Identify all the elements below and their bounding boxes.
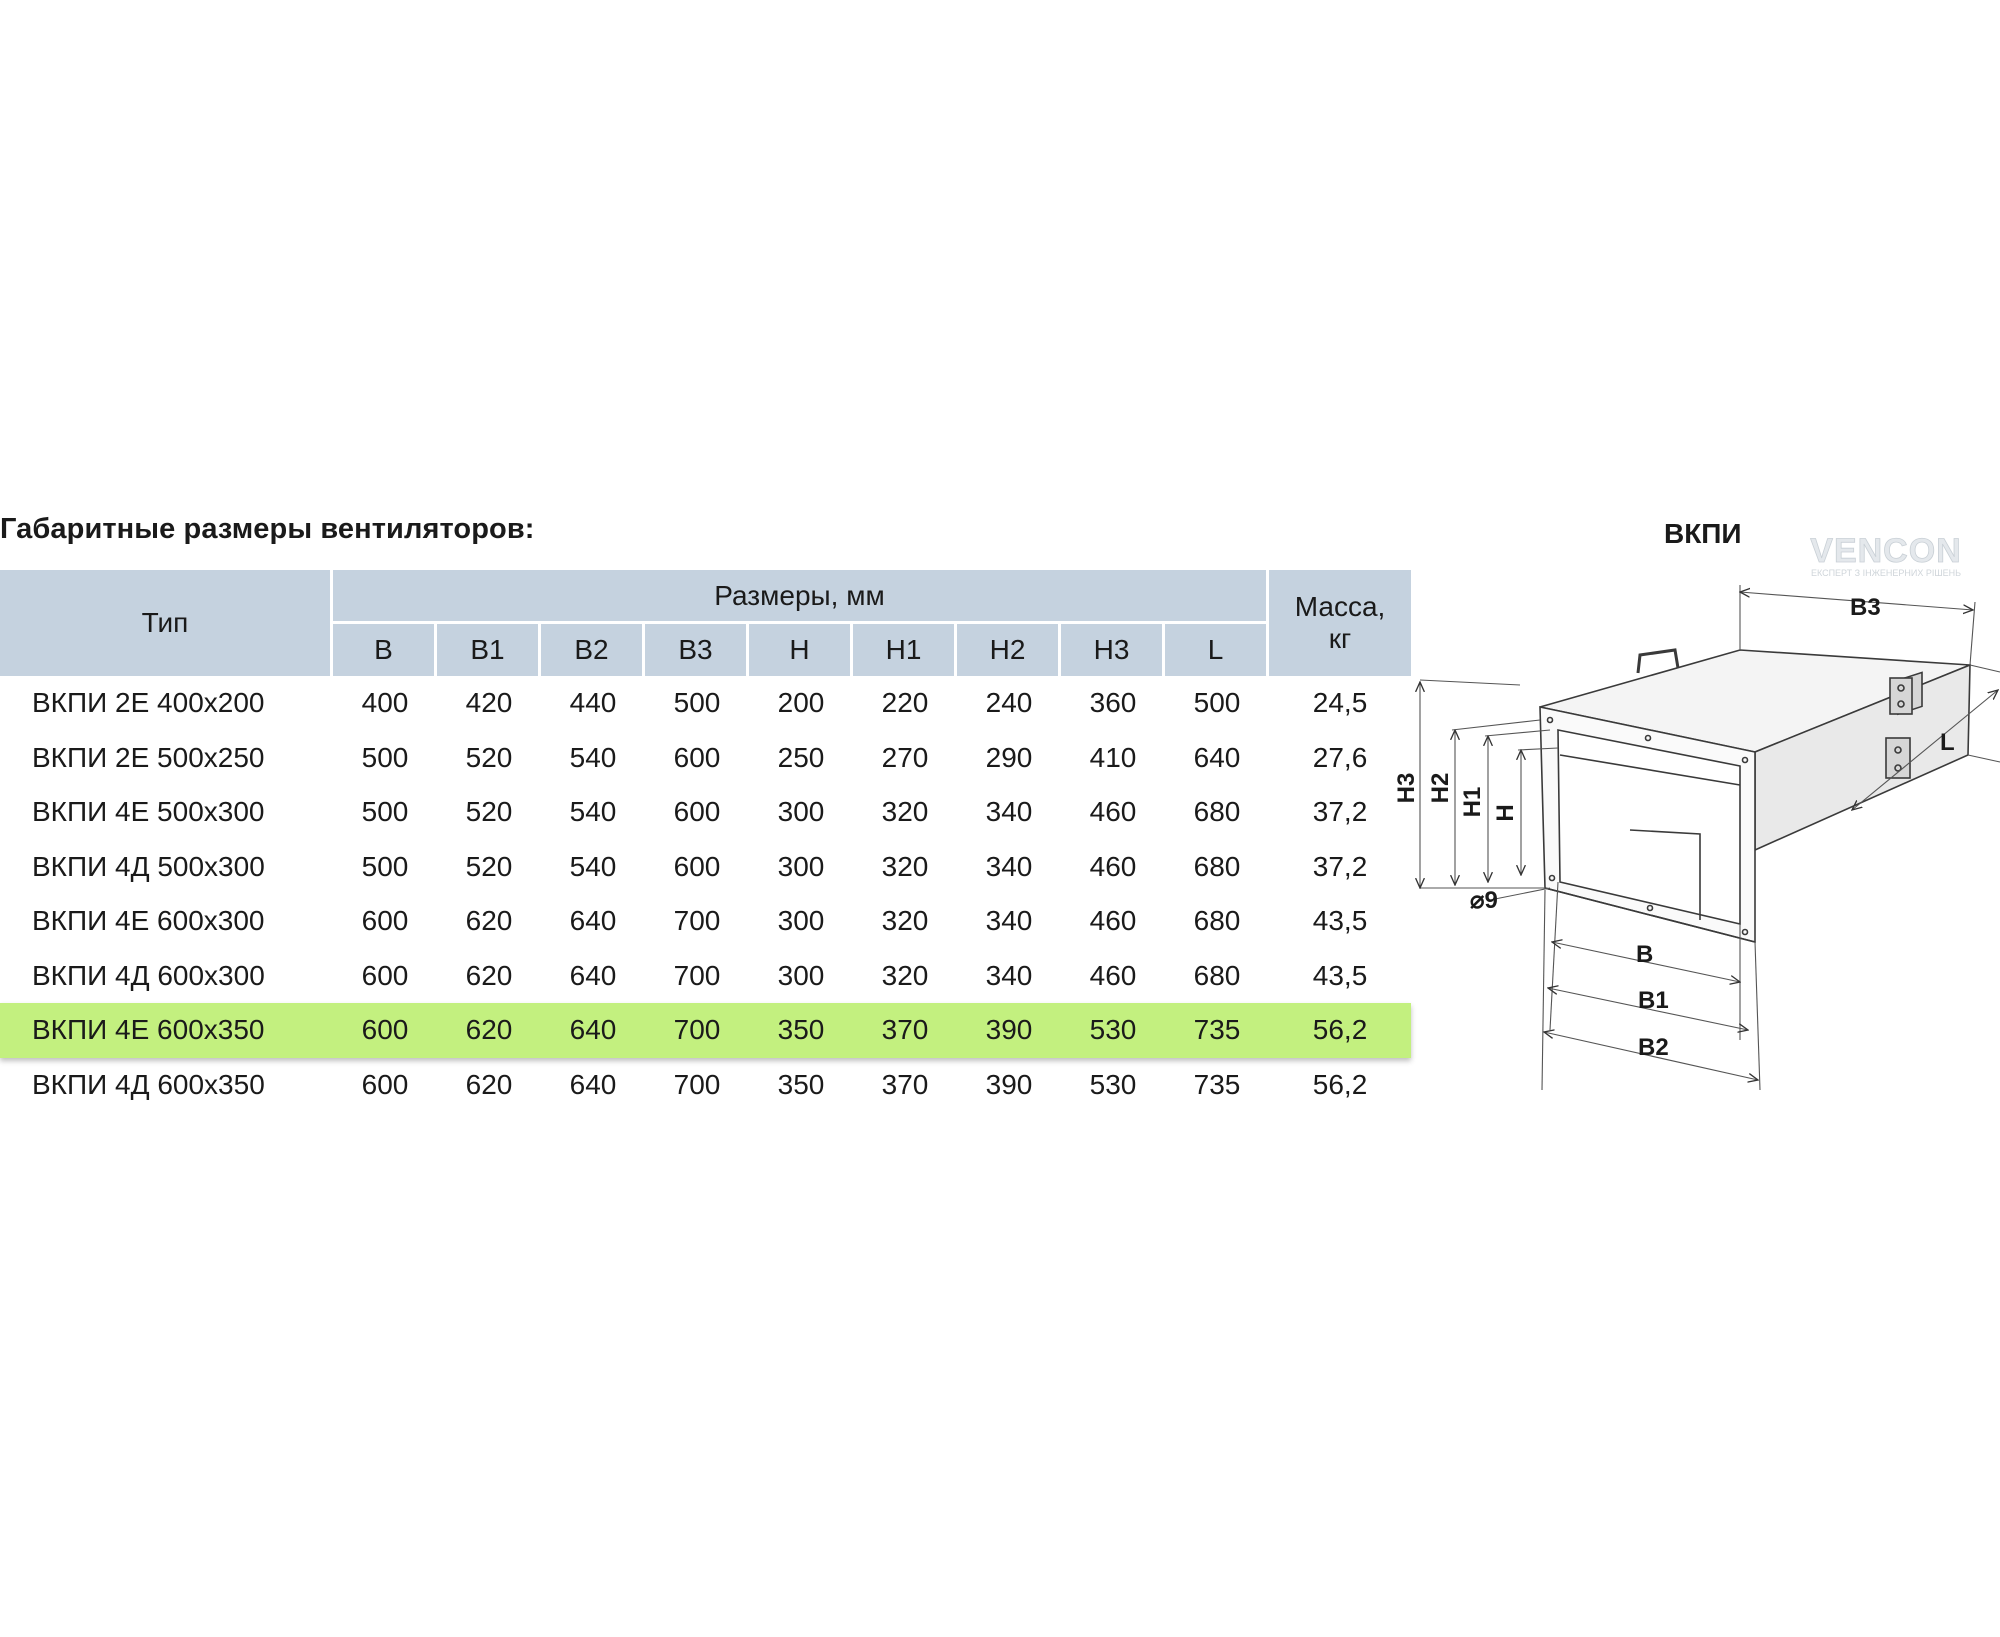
cell-b: 600 <box>361 1068 409 1100</box>
cell-h1: 320 <box>881 905 929 937</box>
cell-h3: 460 <box>1089 959 1137 991</box>
cell-b1: 620 <box>465 1068 513 1100</box>
cell-mass: 37,2 <box>1312 850 1368 882</box>
label-b3: B3 <box>1850 594 1881 621</box>
cell-b3: 700 <box>673 959 721 991</box>
cell-b: 600 <box>361 905 409 937</box>
section-heading: Габаритные размеры вентиляторов: <box>0 513 535 545</box>
cell-h1: 220 <box>881 687 929 719</box>
table-row <box>0 676 1411 731</box>
cell-l: 735 <box>1193 1068 1241 1100</box>
table-row <box>0 785 1411 840</box>
cell-h3: 530 <box>1061 1003 1165 1058</box>
cell-b3: 600 <box>673 741 721 773</box>
cell-b3: 600 <box>673 796 721 828</box>
cell-h: 250 <box>777 741 825 773</box>
cell-h: 300 <box>777 796 825 828</box>
table-row <box>0 1003 1411 1058</box>
cell-l: 680 <box>1193 959 1241 991</box>
cell-type: ВКПИ 4Д 600х350 <box>32 1068 265 1100</box>
cell-b1: 520 <box>465 741 513 773</box>
cell-h2: 340 <box>985 796 1033 828</box>
cell-l: 680 <box>1193 905 1241 937</box>
label-l: L <box>1940 729 1955 756</box>
table-row <box>0 840 1411 895</box>
cell-b: 500 <box>361 850 409 882</box>
cell-h3: 530 <box>1089 1068 1137 1100</box>
cell-b2: 540 <box>569 850 617 882</box>
svg-text:ЕКСПЕРТ З ІНЖЕНЕРНИХ РІШЕНЬ: ЕКСПЕРТ З ІНЖЕНЕРНИХ РІШЕНЬ <box>1810 568 1962 578</box>
cell-l: 680 <box>1193 850 1241 882</box>
cell-h: 350 <box>749 1003 853 1058</box>
sub-header-h2: H2 <box>957 624 1061 676</box>
cell-h: 300 <box>777 850 825 882</box>
cell-b: 400 <box>361 687 409 719</box>
label-hole: ⌀9 <box>1470 887 1498 914</box>
table-row <box>0 731 1411 786</box>
mass-header-line2: кг <box>1328 623 1352 654</box>
label-h2: H2 <box>1427 772 1454 804</box>
fan-drawing <box>1393 570 2000 1110</box>
cell-h1: 270 <box>881 741 929 773</box>
cell-type: ВКПИ 4Е 500х300 <box>32 796 265 828</box>
cell-mass: 27,6 <box>1312 741 1368 773</box>
cell-mass: 43,5 <box>1312 905 1368 937</box>
cell-b1: 620 <box>465 959 513 991</box>
cell-b1: 420 <box>465 687 513 719</box>
cell-b1: 620 <box>465 905 513 937</box>
cell-h1: 320 <box>881 959 929 991</box>
cell-b2: 640 <box>569 959 617 991</box>
label-b2: B2 <box>1638 1034 1669 1061</box>
svg-text:VENCON: VENCON <box>1810 532 1962 570</box>
cell-type: ВКПИ 4Е 600х300 <box>32 905 265 937</box>
cell-type: ВКПИ 4Д 600х300 <box>32 959 265 991</box>
cell-h2: 340 <box>985 850 1033 882</box>
sub-header-h1: H1 <box>853 624 957 676</box>
cell-b3: 700 <box>673 905 721 937</box>
cell-b2: 540 <box>569 741 617 773</box>
cell-b: 500 <box>361 741 409 773</box>
cell-b1: 520 <box>465 850 513 882</box>
cell-l: 680 <box>1193 796 1241 828</box>
figure-title: ВКПИ <box>1664 518 1742 549</box>
cell-h1: 320 <box>881 850 929 882</box>
label-h3: H3 <box>1393 772 1420 804</box>
cell-h2: 390 <box>957 1003 1061 1058</box>
mass-header <box>1269 570 1411 676</box>
label-h: H <box>1492 804 1519 822</box>
cell-l: 735 <box>1165 1003 1269 1058</box>
cell-mass: 24,5 <box>1312 687 1368 719</box>
dims-header: Размеры, мм <box>333 570 1269 624</box>
cell-h: 200 <box>777 687 825 719</box>
cell-b2: 440 <box>569 687 617 719</box>
sub-header-b3: B3 <box>645 624 749 676</box>
cell-type: ВКПИ 2Е 500х250 <box>32 741 265 773</box>
cell-b3: 700 <box>645 1003 749 1058</box>
sub-header-b2: B2 <box>541 624 645 676</box>
cell-b3: 600 <box>673 850 721 882</box>
cell-mass: 37,2 <box>1312 796 1368 828</box>
cell-b2: 640 <box>569 1068 617 1100</box>
type-header: Тип <box>0 570 333 676</box>
cell-h2: 390 <box>985 1068 1033 1100</box>
cell-b1: 620 <box>437 1003 541 1058</box>
table-body <box>0 676 1411 1112</box>
cell-h2: 240 <box>985 687 1033 719</box>
cell-b: 500 <box>361 796 409 828</box>
table-row <box>0 1058 1411 1113</box>
label-h1: H1 <box>1459 786 1486 818</box>
cell-h: 350 <box>777 1068 825 1100</box>
cell-h: 300 <box>777 959 825 991</box>
cell-h2: 340 <box>985 959 1033 991</box>
cell-b2: 640 <box>541 1003 645 1058</box>
sub-header-b: B <box>333 624 437 676</box>
sub-header-h: H <box>749 624 853 676</box>
cell-l: 640 <box>1193 741 1241 773</box>
cell-b1: 520 <box>465 796 513 828</box>
label-b: B <box>1636 941 1654 968</box>
cell-h3: 410 <box>1089 741 1137 773</box>
cell-mass: 56,2 <box>1312 1068 1368 1100</box>
sub-header-l: L <box>1165 624 1269 676</box>
cell-h1: 370 <box>881 1068 929 1100</box>
cell-h3: 460 <box>1089 850 1137 882</box>
cell-h: 300 <box>777 905 825 937</box>
cell-b2: 540 <box>569 796 617 828</box>
cell-type: ВКПИ 4Е 600х350 <box>0 1003 333 1058</box>
cell-h1: 320 <box>881 796 929 828</box>
table-row <box>0 894 1411 949</box>
cell-h2: 340 <box>985 905 1033 937</box>
cell-h1: 370 <box>853 1003 957 1058</box>
dimensions-table <box>0 570 1411 1112</box>
cell-h3: 460 <box>1089 796 1137 828</box>
table-row <box>0 949 1411 1004</box>
cell-mass: 56,2 <box>1269 1003 1411 1058</box>
label-b1: B1 <box>1638 987 1669 1014</box>
cell-b: 600 <box>333 1003 437 1058</box>
housing-outline <box>1540 650 1970 942</box>
cell-l: 500 <box>1193 687 1241 719</box>
mass-header-line1: Масса, <box>1294 591 1386 622</box>
cell-type: ВКПИ 4Д 500х300 <box>32 850 265 882</box>
cell-b3: 500 <box>673 687 721 719</box>
sub-header-h3: H3 <box>1061 624 1165 676</box>
cell-h3: 460 <box>1089 905 1137 937</box>
cell-b: 600 <box>361 959 409 991</box>
cell-h3: 360 <box>1089 687 1137 719</box>
cell-type: ВКПИ 2Е 400х200 <box>32 687 265 719</box>
sub-header-b1: B1 <box>437 624 541 676</box>
cell-mass: 43,5 <box>1312 959 1368 991</box>
cell-b2: 640 <box>569 905 617 937</box>
cell-b3: 700 <box>673 1068 721 1100</box>
cell-h2: 290 <box>985 741 1033 773</box>
